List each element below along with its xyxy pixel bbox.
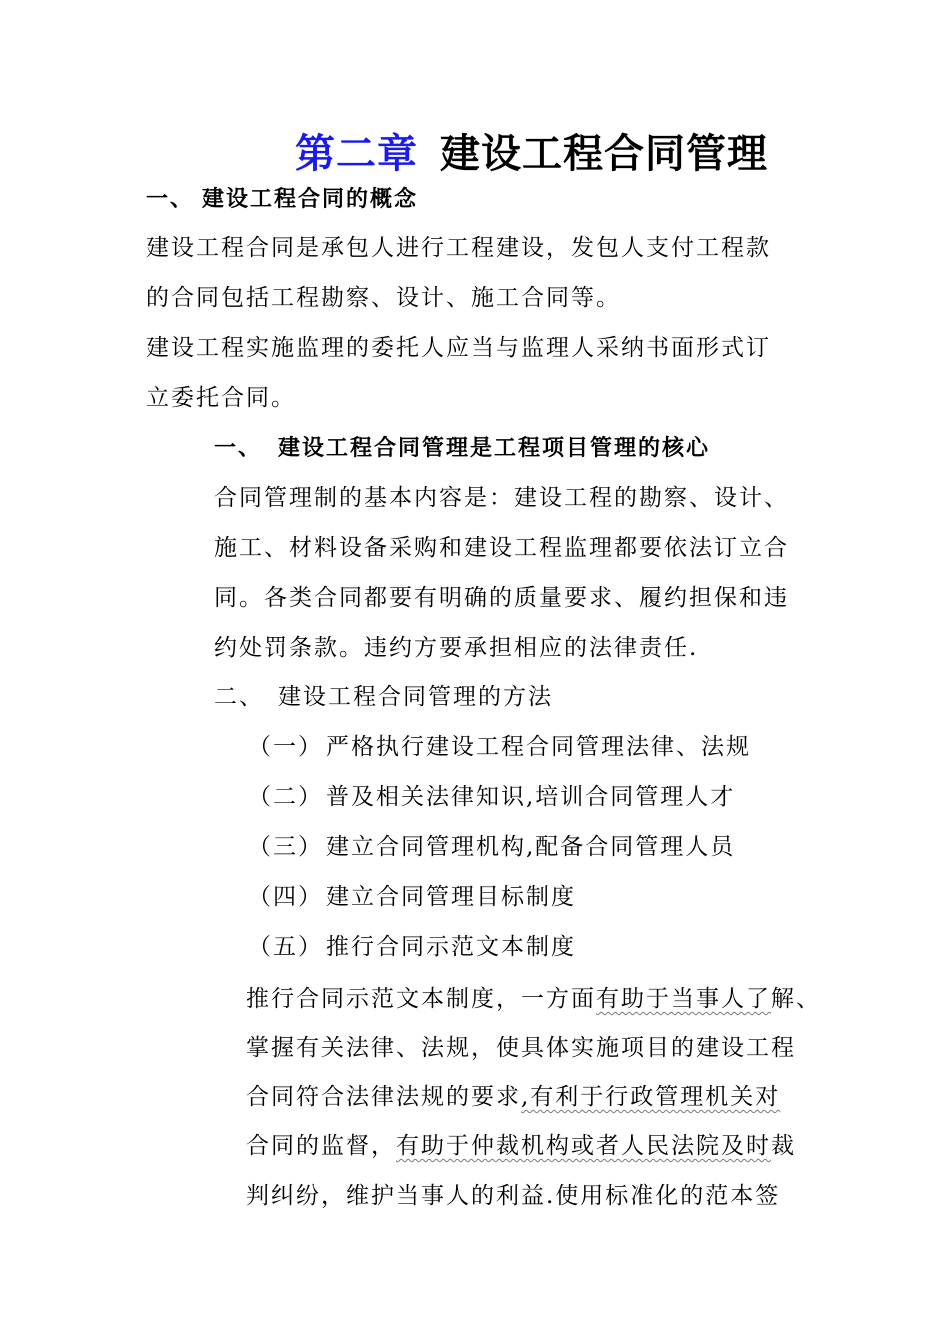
paragraph-line: 建设工程实施监理的委托人应当与监理人采纳书面形式订 — [146, 335, 771, 361]
list-item-number: （二） — [248, 784, 323, 810]
paragraph-line — [246, 984, 821, 1014]
list-item-text: 普及相关法律知识,培训合同管理人才 — [326, 784, 736, 810]
paragraph-line — [246, 1131, 796, 1161]
list-item — [248, 832, 735, 862]
section-heading-text: 建设工程合同管理的方法 — [278, 684, 553, 710]
list-item-text: 建立合同管理机构,配备合同管理人员 — [326, 834, 736, 860]
paragraph-line: 同。各类合同都要有明确的质量要求、履约担保和违 — [214, 585, 789, 611]
text-run: 推行合同示范文本制度，一方面 — [246, 986, 596, 1012]
list-item-text: 推行合同示范文本制度 — [326, 934, 576, 960]
section-heading-text: 建设工程合同管理是工程项目管理的核心 — [278, 436, 711, 461]
list-item-number: （四） — [248, 884, 323, 910]
text-run: 合同的监督， — [246, 1133, 396, 1159]
paragraph-line: 掌握有关法律、法规，使具体实施项目的建设工程 — [246, 1035, 796, 1061]
paragraph-line: 立委托合同。 — [146, 385, 296, 411]
list-item — [248, 732, 751, 762]
text-run: 合同符合法律法规的要求 — [246, 1084, 521, 1110]
section-heading-methods — [214, 682, 553, 712]
paragraph-line: 约处罚条款。违约方要承担相应的法律责任. — [214, 635, 699, 661]
paragraph-line: 的合同包括工程勘察、设计、施工合同等。 — [146, 285, 621, 311]
section-heading-text: 建设工程合同的概念 — [202, 187, 419, 212]
list-item-text: 严格执行建设工程合同管理法律、法规 — [326, 734, 751, 760]
section-heading-core — [214, 434, 710, 464]
paragraph-line: 施工、材料设备采购和建设工程监理都要依法订立合 — [214, 535, 789, 561]
list-item — [248, 782, 735, 812]
text-run: 解、 — [771, 986, 821, 1012]
section-number: 一、 — [146, 187, 195, 212]
list-item-number: （五） — [248, 934, 323, 960]
chapter-name: 建设工程合同管理 — [440, 130, 768, 177]
underlined-phrase: 有助于当事人了 — [596, 986, 771, 1012]
chapter-title — [295, 122, 768, 179]
paragraph-line: 判纠纷，维护当事人的利益.使用标准化的范本签 — [246, 1183, 781, 1209]
text-run: 裁 — [771, 1133, 796, 1159]
paragraph-line — [246, 1082, 780, 1112]
list-item-number: （三） — [248, 834, 323, 860]
section-heading-concept — [146, 185, 418, 215]
chapter-number: 第二章 — [295, 130, 418, 177]
section-number: 一、 — [214, 436, 263, 461]
list-item-text: 建立合同管理目标制度 — [326, 884, 576, 910]
paragraph-line: 合同管理制的基本内容是：建设工程的勘察、设计、 — [214, 485, 789, 511]
paragraph-line: 建设工程合同是承包人进行工程建设，发包人支付工程款 — [146, 235, 771, 261]
underlined-phrase: 有助于仲裁机构或者人民法院及时 — [396, 1133, 771, 1159]
list-item — [248, 932, 576, 962]
underlined-phrase: ,有利于行政管理机关对 — [521, 1084, 781, 1110]
section-number: 二、 — [214, 684, 264, 710]
list-item — [248, 882, 576, 912]
list-item-number: （一） — [248, 734, 323, 760]
